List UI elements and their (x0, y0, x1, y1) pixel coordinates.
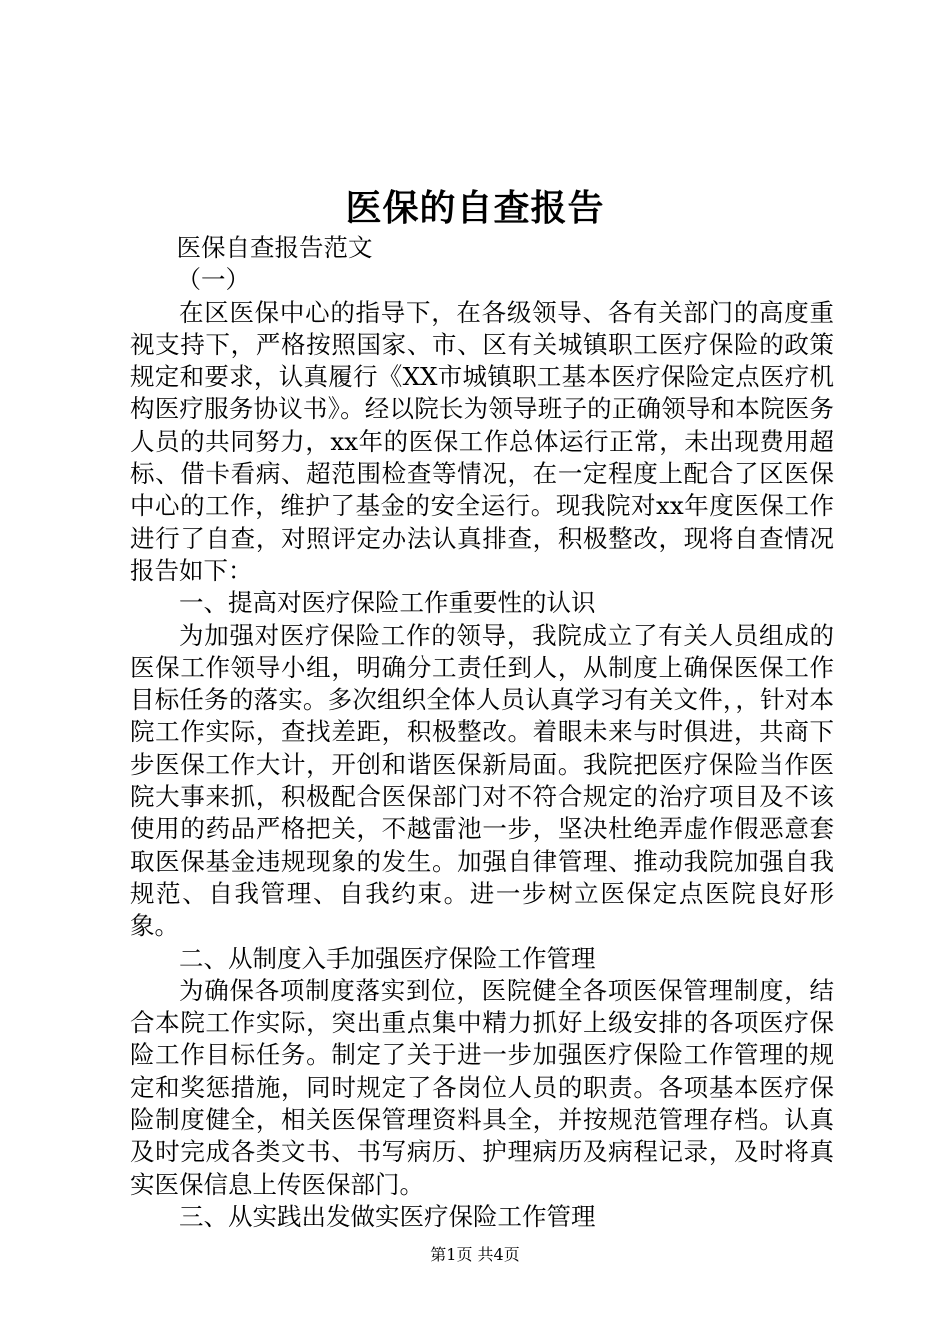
document-body (130, 232, 834, 1233)
section-marker: （一） (176, 265, 251, 295)
page-footer: 第1页 共4页 (430, 1245, 520, 1264)
paragraph-intro: 在区医保中心的指导下，在各级领导、各有关部门的高度重视支持下，严格按照国家、市、区有关城镇职工医疗保险的政策规定和要求，认真履行《XX市城镇职工基本医疗保险定点医疗机构医疗服务协议书》。经以院长为领导班子的正确领导和本院医务人员的共同努力，xx年的医保工作总体运行正常，未出现费用超标、借卡看病、超范围检查等情况，在一定程度上配合了区医保中心的工作，维护了基金的安全运行。现我院对xx年度医保工作进行了自查，对照评定办法认真排查，积极整改，现将自查情况报告如下： (130, 297, 834, 585)
section-heading-1: 一、提高对医疗保险工作重要性的认识 (179, 588, 596, 618)
paragraph-section-2: 为确保各项制度落实到位，医院健全各项医保管理制度，结合本院工作实际，突出重点集中精力抓好上级安排的各项医疗保险工作目标任务。制定了关于进一步加强医疗保险工作管理的规定和奖惩措施，同时规定了各岗位人员的职责。各项基本医疗保险制度健全，相关医保管理资料具全，并按规范管理存档。认真及时完成各类文书、书写病历、护理病历及病程记录，及时将真实医保信息上传医保部门。 (130, 975, 834, 1199)
paragraph-section-1: 为加强对医疗保险工作的领导，我院成立了有关人员组成的医保工作领导小组，明确分工责任到人，从制度上确保医保工作目标任务的落实。多次组织全体人员认真学习有关文件，，针对本院工作实际，查找差距，积极整改。着眼未来与时俱进，共商下步医保工作大计，开创和谐医保新局面。我院把医疗保险当作医院大事来抓，积极配合医保部门对不符合规定的治疗项目及不该使用的药品严格把关，不越雷池一步，坚决杜绝弄虚作假恶意套取医保基金违规现象的发生。加强自律管理、推动我院加强自我规范、自我管理、自我约束。进一步树立医保定点医院良好形象。 (130, 620, 834, 941)
section-heading-2: 二、从制度入手加强医疗保险工作管理 (179, 943, 596, 973)
section-heading-3: 三、从实践出发做实医疗保险工作管理 (179, 1201, 596, 1231)
document-subtitle: 医保自查报告范文 (176, 233, 373, 262)
document-title: 医保的自查报告 (345, 187, 605, 229)
